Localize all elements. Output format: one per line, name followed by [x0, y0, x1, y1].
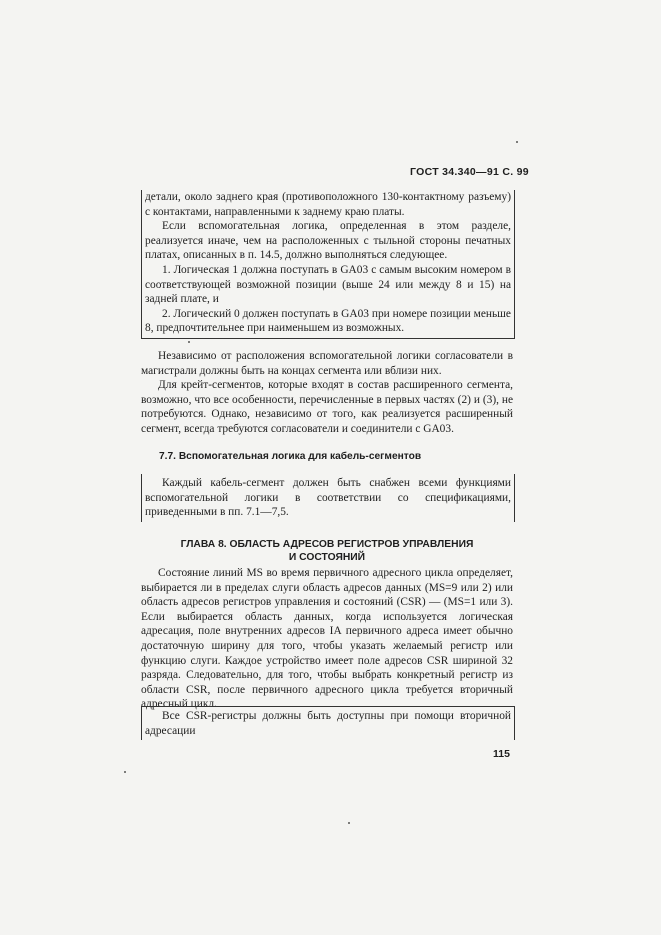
requirement-box-3	[141, 706, 515, 740]
scan-speck	[348, 822, 350, 824]
scan-speck	[188, 341, 190, 343]
requirement-box-2	[141, 474, 515, 522]
chapter-heading-line-2: И СОСТОЯНИЙ	[288, 552, 366, 563]
requirement-box-1	[141, 190, 515, 339]
body-text-2	[141, 566, 513, 712]
paragraph: детали, около заднего края (противоположного 130-контактному разъему) с контактами, направленными к заднему краю платы.	[145, 191, 511, 218]
paragraph: Для крейт-сегментов, которые входят в состав расширенного сегмента, возможно, что все особенности, перечисленные в первых частях (2) и (3), не потребуются. Однако, независимо от того, как реализуется расширенный сегмент, всегда требуются согласователи и соединители с GA03.	[141, 379, 513, 435]
paragraph: 1. Логическая 1 должна поступать в GA03 с самым высоким номером в соответствующей возможной позиции (выше 24 или между 8 и 15) на задней плате, и	[145, 263, 511, 306]
paragraph: Каждый кабель-сегмент должен быть снабжен всеми функциями вспомогательной логики в соответствии со спецификациями, приведенными в пп. 7.1—7,5.	[145, 477, 511, 519]
page-number: 115	[493, 748, 510, 760]
chapter-heading-line-1: ГЛАВА 8. ОБЛАСТЬ АДРЕСОВ РЕГИСТРОВ УПРАВЛЕНИЯ	[180, 539, 474, 550]
paragraph: Все CSR-регистры должны быть доступны при помощи вторичной адресации	[145, 710, 511, 737]
scan-speck	[516, 141, 518, 143]
paragraph: 2. Логический 0 должен поступать в GA03 при номере позиции меньше 8, предпочтительнее при наименьшем из возможных.	[145, 307, 511, 335]
paragraph: Состояние линий MS во время первичного адресного цикла определяет, выбирается ли в пределах слуги область адресов данных (MS=9 или 2) или область адресов регистров управления и состояний (CSR) — (MS=1 или 3). Если выбирается область данных, когда используется логическая адресация, поле внутренних адресов IA первичного адреса имеет обычно достаточную ширину для того, чтобы указать желаемый регистр или функцию слуги. Каждое устройство имеет поле адресов CSR шириной 32 разряда. Следовательно, для того, чтобы выбрать конкретный регистр из области CSR, после первичного адресного цикла требуется вторичный адресный цикл.	[141, 567, 513, 711]
body-text-1	[141, 349, 513, 437]
chapter-heading	[141, 538, 513, 564]
running-header: ГОСТ 34.340—91 С. 99	[410, 166, 529, 178]
scan-speck	[124, 771, 126, 773]
paragraph: Если вспомогательная логика, определенная в этом разделе, реализуется иначе, чем на расположенных с тыльной стороны печатных платах, описанных в п. 14.5, должно выполняться следующее.	[145, 220, 511, 262]
paragraph: Независимо от расположения вспомогательной логики согласователи в магистрали должны быть на концах сегмента или вблизи них.	[141, 350, 513, 377]
section-heading: 7.7. Вспомогательная логика для кабель-сегментов	[159, 451, 422, 462]
